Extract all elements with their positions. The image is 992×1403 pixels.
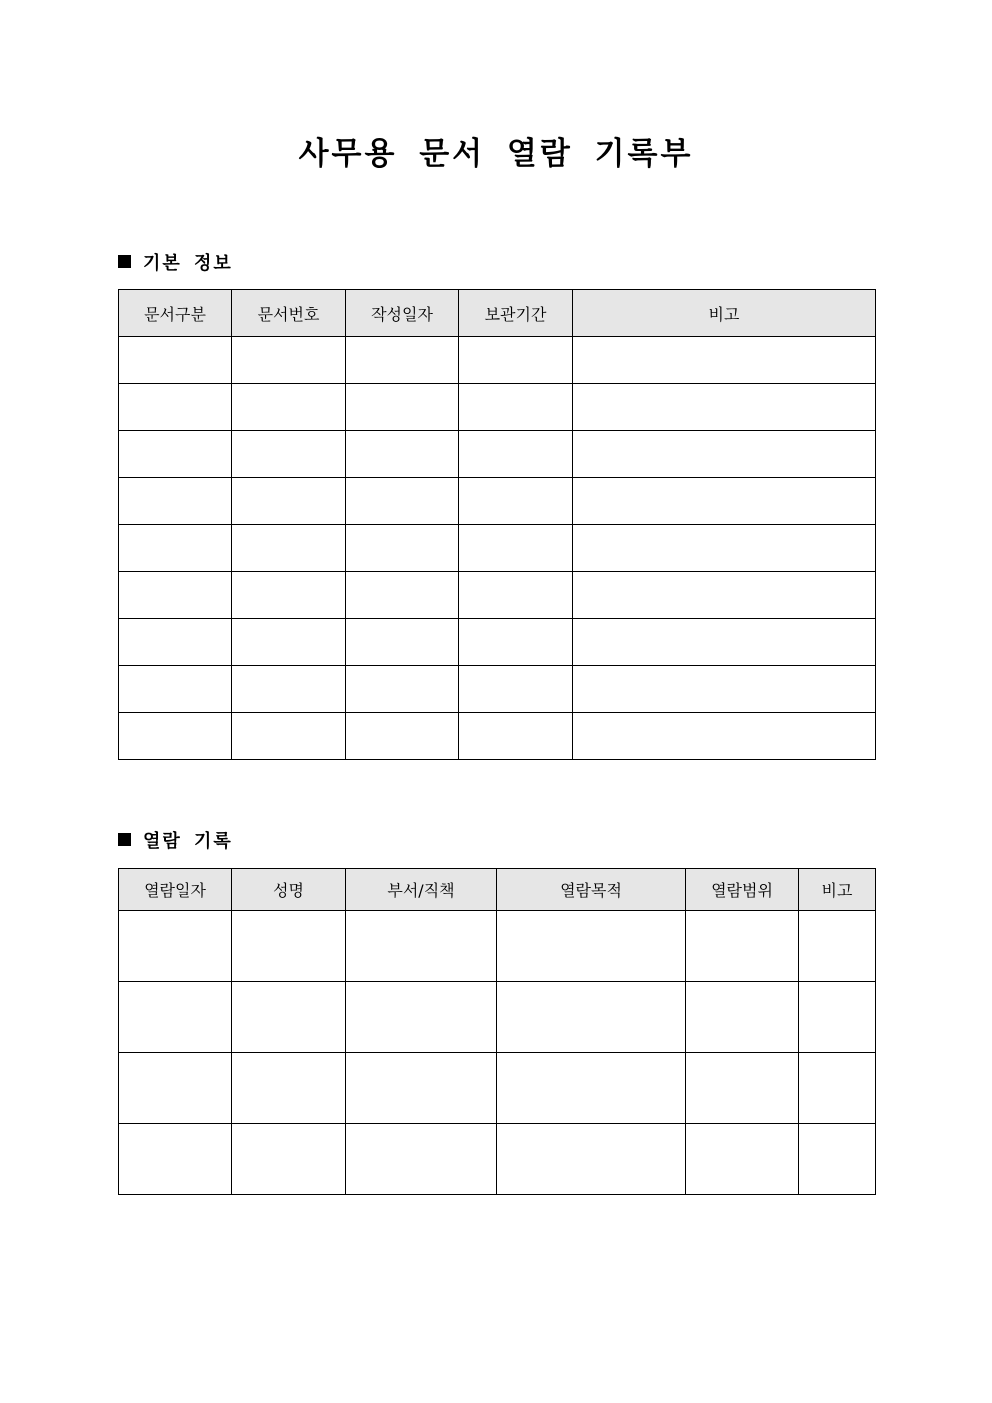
table-cell[interactable] — [346, 431, 459, 478]
basic-info-table — [118, 289, 876, 760]
table-row — [119, 666, 876, 713]
table-cell[interactable] — [459, 525, 573, 572]
table-cell[interactable] — [459, 713, 573, 760]
table-cell[interactable] — [119, 1053, 232, 1124]
document-title: 사무용 문서 열람 기록부 — [298, 136, 694, 172]
basic-info-table-body — [119, 337, 876, 760]
table-cell[interactable] — [232, 982, 346, 1053]
table-cell[interactable] — [799, 911, 876, 982]
table-cell[interactable] — [232, 337, 346, 384]
table-cell[interactable] — [459, 666, 573, 713]
table-cell[interactable] — [799, 982, 876, 1053]
table-row — [119, 337, 876, 384]
header-department-position: 부서/직책 — [346, 869, 497, 911]
section-heading-basic-info — [118, 252, 233, 276]
table-row — [119, 525, 876, 572]
table-header-row — [119, 290, 876, 337]
square-bullet-icon — [118, 833, 131, 846]
table-cell[interactable] — [346, 619, 459, 666]
table-cell[interactable] — [119, 337, 232, 384]
square-bullet-icon — [118, 255, 131, 268]
table-cell[interactable] — [573, 572, 876, 619]
table-cell[interactable] — [346, 1124, 497, 1195]
header-name: 성명 — [232, 869, 346, 911]
table-row — [119, 911, 876, 982]
table-cell[interactable] — [346, 1053, 497, 1124]
table-cell[interactable] — [232, 384, 346, 431]
table-cell[interactable] — [497, 982, 686, 1053]
table-header-row — [119, 869, 876, 911]
table-cell[interactable] — [232, 1124, 346, 1195]
table-cell[interactable] — [346, 337, 459, 384]
table-cell[interactable] — [346, 384, 459, 431]
table-cell[interactable] — [119, 572, 232, 619]
table-cell[interactable] — [346, 713, 459, 760]
table-cell[interactable] — [232, 619, 346, 666]
header-created-date: 작성일자 — [346, 290, 459, 337]
table-cell[interactable] — [119, 525, 232, 572]
table-cell[interactable] — [573, 384, 876, 431]
table-cell[interactable] — [497, 1053, 686, 1124]
table-cell[interactable] — [346, 982, 497, 1053]
view-records-table-body — [119, 911, 876, 1195]
header-remarks: 비고 — [573, 290, 876, 337]
table-cell[interactable] — [459, 478, 573, 525]
table-cell[interactable] — [573, 713, 876, 760]
section-heading-view-records — [118, 830, 233, 854]
table-cell[interactable] — [119, 666, 232, 713]
table-cell[interactable] — [119, 911, 232, 982]
table-row — [119, 619, 876, 666]
table-cell[interactable] — [119, 384, 232, 431]
table-cell[interactable] — [686, 1053, 799, 1124]
table-cell[interactable] — [573, 431, 876, 478]
table-cell[interactable] — [497, 911, 686, 982]
table-row — [119, 1124, 876, 1195]
header-doc-type: 문서구분 — [119, 290, 232, 337]
header-view-date: 열람일자 — [119, 869, 232, 911]
table-row — [119, 982, 876, 1053]
table-cell[interactable] — [573, 525, 876, 572]
table-cell[interactable] — [346, 525, 459, 572]
table-cell[interactable] — [459, 431, 573, 478]
table-cell[interactable] — [346, 666, 459, 713]
section-heading-label: 열람 기록 — [143, 831, 233, 852]
table-cell[interactable] — [346, 911, 497, 982]
table-cell[interactable] — [232, 431, 346, 478]
table-cell[interactable] — [346, 478, 459, 525]
table-cell[interactable] — [497, 1124, 686, 1195]
table-cell[interactable] — [232, 1053, 346, 1124]
table-row — [119, 572, 876, 619]
table-cell[interactable] — [232, 911, 346, 982]
table-cell[interactable] — [232, 713, 346, 760]
table-cell[interactable] — [799, 1124, 876, 1195]
table-cell[interactable] — [686, 1124, 799, 1195]
table-cell[interactable] — [346, 572, 459, 619]
table-cell[interactable] — [573, 337, 876, 384]
table-cell[interactable] — [232, 525, 346, 572]
table-cell[interactable] — [232, 478, 346, 525]
table-cell[interactable] — [459, 337, 573, 384]
table-cell[interactable] — [686, 982, 799, 1053]
table-cell[interactable] — [573, 666, 876, 713]
table-cell[interactable] — [573, 619, 876, 666]
table-cell[interactable] — [119, 478, 232, 525]
table-row — [119, 431, 876, 478]
table-cell[interactable] — [799, 1053, 876, 1124]
table-row — [119, 478, 876, 525]
section-heading-label: 기본 정보 — [143, 253, 233, 274]
header-view-purpose: 열람목적 — [497, 869, 686, 911]
table-row — [119, 384, 876, 431]
header-remarks: 비고 — [799, 869, 876, 911]
table-cell[interactable] — [119, 713, 232, 760]
table-cell[interactable] — [119, 982, 232, 1053]
header-doc-number: 문서번호 — [232, 290, 346, 337]
table-cell[interactable] — [459, 384, 573, 431]
table-cell[interactable] — [119, 1124, 232, 1195]
header-retention-period: 보관기간 — [459, 290, 573, 337]
table-cell[interactable] — [119, 431, 232, 478]
view-records-table — [118, 868, 876, 1195]
table-cell[interactable] — [119, 619, 232, 666]
table-row — [119, 713, 876, 760]
table-cell[interactable] — [573, 478, 876, 525]
table-cell[interactable] — [232, 572, 346, 619]
table-cell[interactable] — [459, 619, 573, 666]
header-view-scope: 열람범위 — [686, 869, 799, 911]
table-cell[interactable] — [686, 911, 799, 982]
table-cell[interactable] — [459, 572, 573, 619]
table-cell[interactable] — [232, 666, 346, 713]
table-row — [119, 1053, 876, 1124]
